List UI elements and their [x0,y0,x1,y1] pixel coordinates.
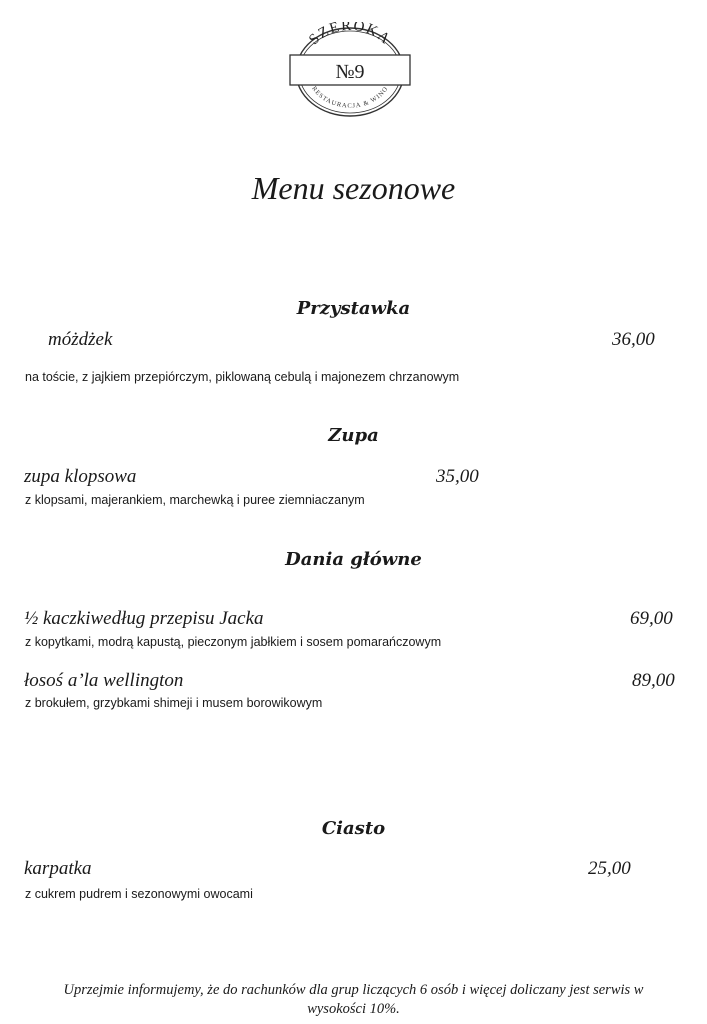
menu-item-name: móżdżek [48,329,113,350]
section-heading-zupa: Zupa [328,425,379,446]
page-title: Menu sezonowe [251,170,456,206]
logo-bottom-text: RESTAURACJA & WINO [310,85,390,110]
logo-top-text: SZEROKA [306,22,394,49]
section-heading-przystawka: Przystawka [296,298,411,319]
menu-item-price: 69,00 [630,608,673,629]
section-heading-dania-glowne: Dania główne [285,549,422,570]
menu-item-name: karpatka [24,858,92,879]
menu-item-price: 35,00 [436,466,479,487]
menu-item-name: zupa klopsowa [24,466,137,487]
menu-item-description: z kopytkami, modrą kapustą, pieczonym jabłkiem i sosem pomarańczowym [25,635,442,649]
menu-item-name: ½ kaczkiwedług przepisu Jacka [24,608,264,629]
menu-item-price: 36,00 [612,329,655,350]
restaurant-logo [286,22,414,122]
section-heading-ciasto: Ciasto [321,818,386,839]
logo-emblem [286,22,414,122]
menu-item-description: z cukrem pudrem i sezonowymi owocami [25,887,253,901]
menu-item-description: na toście, z jajkiem przepiórczym, piklowaną cebulą i majonezem chrzanowym [25,370,460,384]
menu-item-price: 89,00 [632,670,675,691]
menu-item-price: 25,00 [588,858,631,879]
menu-item-name: łosoś a’la wellington [24,670,184,691]
service-charge-notice: Uprzejmie informujemy, że do rachunków dla grup liczących 6 osób i więcej doliczany jest serwis w wysokości 10%. [63,982,644,1017]
logo-number: №9 [335,61,365,83]
menu-item-description: z klopsami, majerankiem, marchewką i puree ziemniaczanym [25,493,365,507]
menu-item-description: z brokułem, grzybkami shimeji i musem borowikowym [25,696,323,710]
